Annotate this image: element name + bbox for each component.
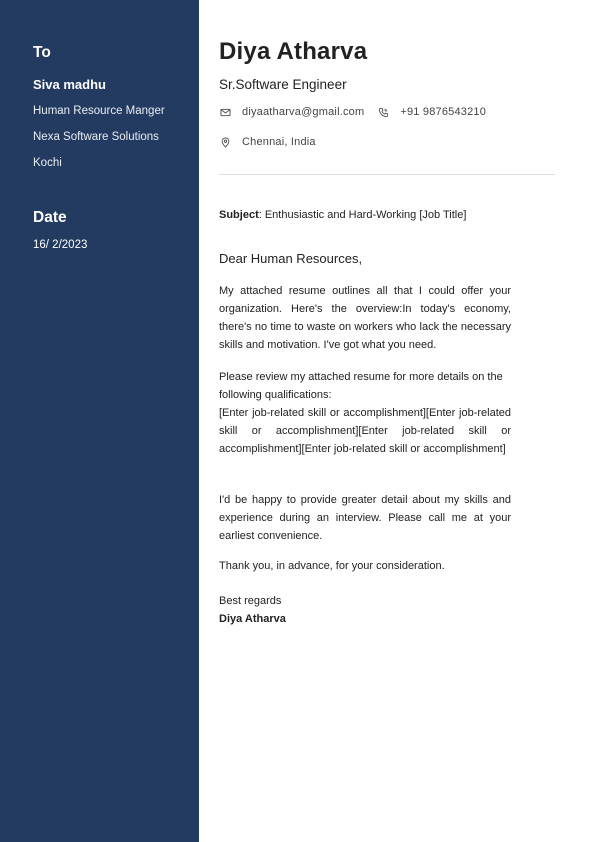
subject-text: : Enthusiastic and Hard-Working [Job Title] [258, 209, 467, 221]
paragraph-overview: My attached resume outlines all that I could offer your organization. Here's the overview:In today's economy, there's no time to waste on workers who lack the necessary skills and motivation. I've got what you need. [219, 285, 511, 351]
paragraph-qualifications-intro: Please review my attached resume for more details on the following qualifications: [219, 371, 503, 401]
greeting: Dear Human Resources, [219, 251, 363, 266]
paragraph-qualifications-list: [Enter job-related skill or accomplishment][Enter job-related skill or accomplishment][Enter job-related skill or accomplishment][Enter job-related skill or accomplishment] [219, 407, 511, 455]
signature: Diya Atharva [219, 613, 286, 625]
recipient-position: Human Resource Manger [33, 105, 165, 117]
email-text[interactable]: diyaatharva@gmail.com [242, 106, 365, 118]
sidebar [0, 0, 199, 842]
paragraph-thanks: Thank you, in advance, for your consideration. [219, 560, 445, 572]
recipient-city: Kochi [33, 157, 62, 169]
recipient-name: Siva madhu [33, 77, 106, 92]
location-text: Chennai, India [242, 136, 316, 148]
date-value: 16/ 2/2023 [33, 239, 88, 251]
date-heading: Date [33, 209, 67, 226]
sender-job-title: Sr.Software Engineer [219, 77, 347, 92]
contact-row-location [219, 136, 329, 148]
sender-name: Diya Atharva [219, 38, 368, 65]
phone-text[interactable]: +91 9876543210 [400, 106, 487, 118]
subject-line [219, 209, 466, 221]
closing: Best regards [219, 595, 282, 607]
contact-row-primary [219, 106, 499, 118]
letter-main [219, 0, 559, 842]
mail-icon [219, 106, 231, 118]
phone-icon [377, 106, 389, 118]
recipient-company: Nexa Software Solutions [33, 131, 159, 143]
to-heading: To [33, 44, 51, 61]
paragraph-interview: I'd be happy to provide greater detail about my skills and experience during an interview. Please call me at your earliest convenience. [219, 494, 511, 542]
header-divider [219, 174, 555, 175]
subject-label: Subject [219, 209, 259, 221]
location-pin-icon [219, 136, 231, 148]
